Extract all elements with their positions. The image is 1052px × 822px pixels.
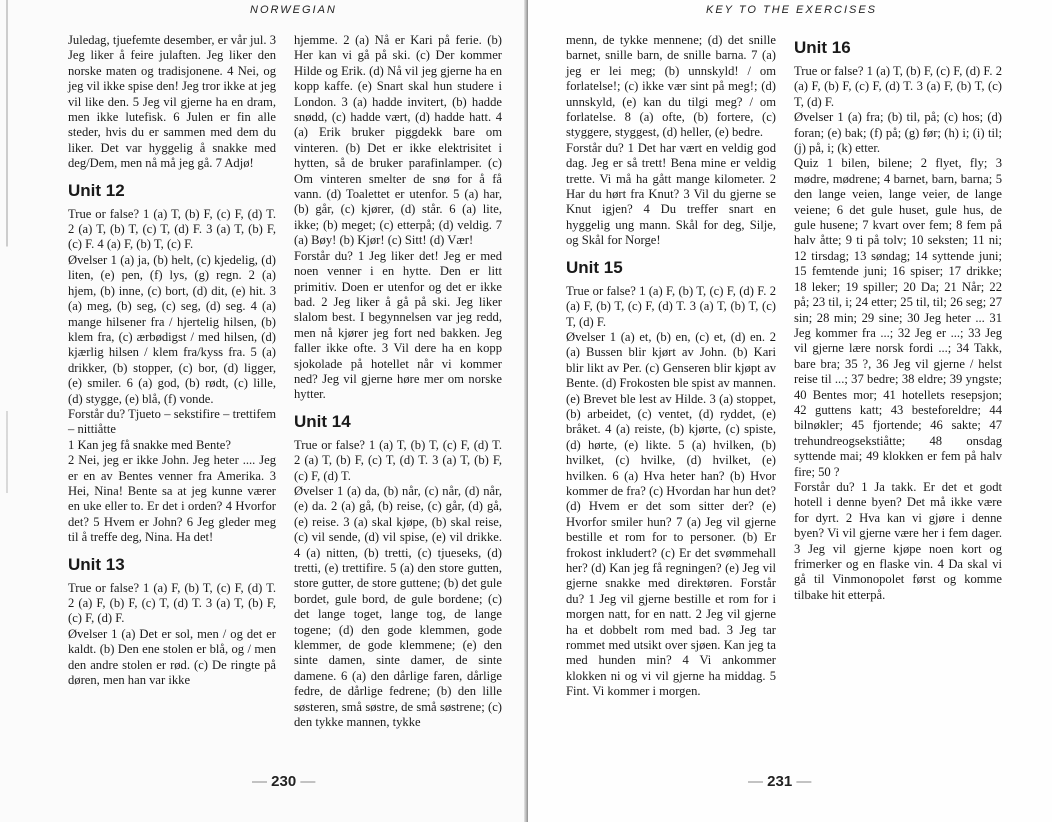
- paragraph: Forstår du? Tjueto – sekstifire – trettifem – nittiåtte: [68, 406, 276, 437]
- paragraph: 2 Nei, jeg er ikke John. Jeg heter .... Jeg er en av Bentes venner fra Amerika. 3 Hei, Nina! Bente sa at jeg kunne værer en uke eller to. Er det i orden? 4 Hvorfor det? 5 Hvem er John? 6 Jeg gleder meg til å treffe deg, Nina. Ha det!: [68, 453, 276, 545]
- left-column-1: [68, 33, 276, 688]
- page-number-value: 230: [271, 773, 297, 790]
- paragraph: Forstår du? 1 Det har vært en veldig god dag. Jeg er så trett! Bena mine er veldig trette. Vi må ha gått mange kilometer. 2 Har du hørt fra Knut? 3 Vil du gjerne se Knut igjen? 4 Du treffer snart en hyggelig ung mann. Skål for deg, Silje, og Skål for Norge!: [566, 140, 776, 248]
- left-column-2: [294, 33, 502, 730]
- page-number-right: — 231 —: [748, 773, 812, 790]
- page-edge: [6, 0, 8, 822]
- page-number-value: 231: [767, 773, 793, 790]
- paragraph: hjemme. 2 (a) Nå er Kari på ferie. (b) Her kan vi gå på ski. (c) Der kommer Hilde og Erik. (d) Nå vil jeg gjerne ha en kopp kaffe. (e) Snart skal hun studere i London. 3 (a) hadde invitert, (b) hadde snødd, (c) hadde vært, (d) hadde hatt. 4 (a) Erik bruker piggdekk bare om vinteren. (b) Det er ikke elektrisitet i hytten, så de bruker parafinlamper. (c) Om vinteren smelter de snø for å få vann. (d) Toalettet er utenfor. 5 (a) har, (b) går, (c) kjører, (d) står. 6 (a) lite, ikke; (b) meget; (c) etterpå; (d) veldig. 7 (a) Bøy! (b) Kjør! (c) Sitt! (d) Vær!: [294, 33, 502, 248]
- paragraph: True or false? 1 (a) T, (b) F, (c) F, (d) T. 2 (a) T, (b) T, (c) T, (d) F. 3 (a) T, (b) F, (c) F. 4 (a) F, (b) T, (c) F.: [68, 206, 276, 252]
- page-number-left: — 230 —: [252, 773, 316, 790]
- paragraph: Quiz 1 bilen, bilene; 2 flyet, fly; 3 mødre, mødrene; 4 barnet, barn, barna; 5 den lange veien, lange veier, de lange veiene; 6 det gule huset, gule hus, de gule husene; 7 kvart over fem; 8 fem på halv åtte; 9 ti på tolv; 10 seksten; 11 ni; 12 tirsdag; 13 søndag; 14 syttende juni; 15 femtende juni; 16 spiser; 17 drikke; 18 leker; 19 spiller; 20 Da; 21 Når; 22 på; 23 til, i; 24 etter; 25 til, til; 26 seg; 27 sin; 28 min; 29 sine; 30 Jeg heter ... 31 Jeg kommer fra ...; 32 Jeg er ...; 33 Jeg vil gjerne lære norsk fordi ...; 34 Takk, bare bra; 35 ?, 36 Jeg vil gjerne / helst reise til ...; 37 bedre; 38 eldre; 39 yngste; 40 Bentes mor; 41 hotellets resepsjon; 42 guttens katt; 43 besteforeldre; 44 bilnøkler; 45 fjortende; 46 sakte; 47 trehundreogsekstiåtte; 48 onsdag syttende mai; 49 klokken er fem på halv fire; 50 ?: [794, 156, 1002, 479]
- paragraph: True or false? 1 (a) F, (b) T, (c) F, (d) T. 2 (a) F, (b) F, (c) T, (d) T. 3 (a) T, (b) F, (c) F, (d) F.: [68, 580, 276, 626]
- unit-heading: Unit 15: [566, 257, 623, 277]
- right-column-2: [794, 33, 1002, 603]
- paragraph: True or false? 1 (a) T, (b) F, (c) F, (d) F. 2 (a) F, (b) F, (c) F, (d) T. 3 (a) F, (b) T, (c) T, (d) F.: [794, 64, 1002, 109]
- right-column-1: [566, 33, 776, 700]
- unit-heading: Unit 13: [68, 554, 125, 574]
- paragraph: Forstår du? 1 Ja takk. Er det et godt hotell i denne byen? Det må ikke være for dyrt. 2 Hva kan vi gjøre i denne byen? Vi vil gjerne være her i fem dager. 3 Jeg vil gjerne kjøpe noen kort og frimerker og en flaske vin. 4 Da skal vi gå til Vinmonopolet først og komme tilbake hit etterpå.: [794, 479, 1002, 602]
- paragraph: True or false? 1 (a) F, (b) T, (c) F, (d) F. 2 (a) F, (b) T, (c) F, (d) T. 3 (a) T, (b) T, (c) T, (d) F.: [566, 283, 776, 329]
- paragraph: True or false? 1 (a) T, (b) T, (c) F, (d) T. 2 (a) T, (b) F, (c) T, (d) T. 3 (a) T, (b) F, (c) F, (d) T.: [294, 437, 502, 483]
- paragraph: Øvelser 1 (a) Det er sol, men / og det er kaldt. (b) Den ene stolen er blå, og / men den andre stolen er rød. (c) De ringte på døren, men han var ikke: [68, 626, 276, 688]
- paragraph: Øvelser 1 (a) et, (b) en, (c) et, (d) en. 2 (a) Bussen blir kjørt av John. (b) Kari blir likt av Per. (c) Genseren blir kjøpt av Bente. (d) Frokosten ble spist av mannen. (e) Brevet ble lest av Hilde. 3 (a) stoppet, (b) arbeidet, (c) ventet, (d) ryddet, (e) bråket. 4 (a) reiste, (b) kjørte, (c) spiste, (d) hørte, (e) likte. 5 (a) hvilken, (b) hvilket, (c) hvilke, (d) hvilket, (e) hvilken. 6 (a) Hva heter han? (b) Hvor kommer de fra? (c) Hvordan har hun det? (d) Hvem er det som sitter der? (e) Hvorfor smiler hun? 7 (a) Jeg vil gjerne bestille et rom for to personer. (b) Er frokost inkludert? (c) Er det svømmehall her? (d) Kan jeg få regningen? (e) Jeg vil gjerne snakke med direktøren. Forstår du? 1 Jeg vil gjerne bestille et rom for i morgen natt, for en natt. 2 Jeg vil gjerne ha et dobbelt rom med bad. 3 Jeg tar rommet med utsikt over sjøen. Kan jeg ta med hunden min? 4 Vi ankommer klokken ni og vi vil gjerne ha middag. 5 Fint. Vi kommer i morgen.: [566, 329, 776, 699]
- unit-heading: Unit 12: [68, 180, 125, 200]
- running-head-left: NORWEGIAN: [250, 4, 337, 16]
- paragraph: menn, de tykke mennene; (d) det snille barnet, snille barn, de snille barna. 7 (a) jeg er lei meg; (b) unnskyld! / om forlatelse!; (c) ikke vær sint på meg!; (d) unnskyld, (e) kan du tilgi meg? / om forlatelse. 8 (a) ofte, (b) fortere, (c) styggere, styggest, (d) heller, (e) bedre.: [566, 33, 776, 140]
- paragraph: Øvelser 1 (a) ja, (b) helt, (c) kjedelig, (d) liten, (e) pen, (f) lys, (g) regn. 2 (a) hjem, (b) inne, (c) bort, (d) dit, (e) hit. 3 (a) meg, (b) seg, (c) seg, (d) seg. 4 (a) mange hilsener fra / hjertelig hilsen, (b) klem fra, (c) ærbødigst / med hilsen, (d) kjærlig hilsen / klem fra/kyss fra. 5 (a) drikker, (b) stopper, (c) bor, (d) ligger, (e) smiler. 6 (a) god, (b) rødt, (c) lille, (d) stygge, (e) blå, (f) vonde.: [68, 252, 276, 406]
- unit-heading: Unit 14: [294, 411, 351, 431]
- paragraph: 1 Kan jeg få snakke med Bente?: [68, 437, 231, 452]
- paragraph: Øvelser 1 (a) da, (b) når, (c) når, (d) når, (e) da. 2 (a) gå, (b) reise, (c) går, (d) gå, (e) reise. 3 (a) skal kjøpe, (b) skal reise, (c) vil sende, (d) vil spise, (e) vil drikke. 4 (a) nitten, (b) tretti, (c) tjueseks, (d) tretti, (e) trettifire. 5 (a) den store gutten, store gutter, de store guttene; (b) det gule bordet, gule bord, de gule bordene; (c) det lange toget, lange tog, de lange togene; (d) den gode klemmen, gode klemmer, de gode klemmene; (e) den sinte damen, sinte damer, de sinte damene. 6 (a) den dårlige faren, dårlige fedre, de dårlige fedrene; (b) den lille søsteren, små søstre, de små søstrene; (c) den tykke mannen, tykke: [294, 483, 502, 730]
- paragraph: Juledag, tjuefemte desember, er vår jul. 3 Jeg liker å feire julaften. Jeg liker den norske maten og tradisjonene. 4 Nei, og jeg vil ikke spise den! Jeg tror ikke at jeg vil like den. 5 Jeg vil gjerne ha en dram, men ikke lutefisk. 6 Julen er fin alle steder, hvis du er sammen med dem du liker. Det var hyggelig å snakke med deg/Dem, men nå må jeg gå. 7 Adjø!: [68, 33, 276, 171]
- unit-heading: Unit 16: [794, 38, 851, 57]
- running-head-right: KEY TO THE EXERCISES: [706, 4, 878, 16]
- paragraph: Forstår du? 1 Jeg liker det! Jeg er med noen venner i en hytte. Den er litt primitiv. Doen er utenfor og det er ikke bad. 2 Jeg liker å gå på ski. Jeg liker slalom best. I begynnelsen var jeg redd, men nå kjører jeg fort ned bakken. Jeg faller ikke ofte. 3 Vil dere ha en kopp sjokolade på hotellet når vi kommer ned? Jeg vil gjerne høre mer om norske hytter.: [294, 248, 502, 402]
- right-page: [528, 0, 1052, 822]
- paragraph: Øvelser 1 (a) fra; (b) til, på; (c) hos; (d) foran; (e) bak; (f) på; (g) før; (h) i; (i) til; (j) på, i; (k) etter.: [794, 110, 1002, 156]
